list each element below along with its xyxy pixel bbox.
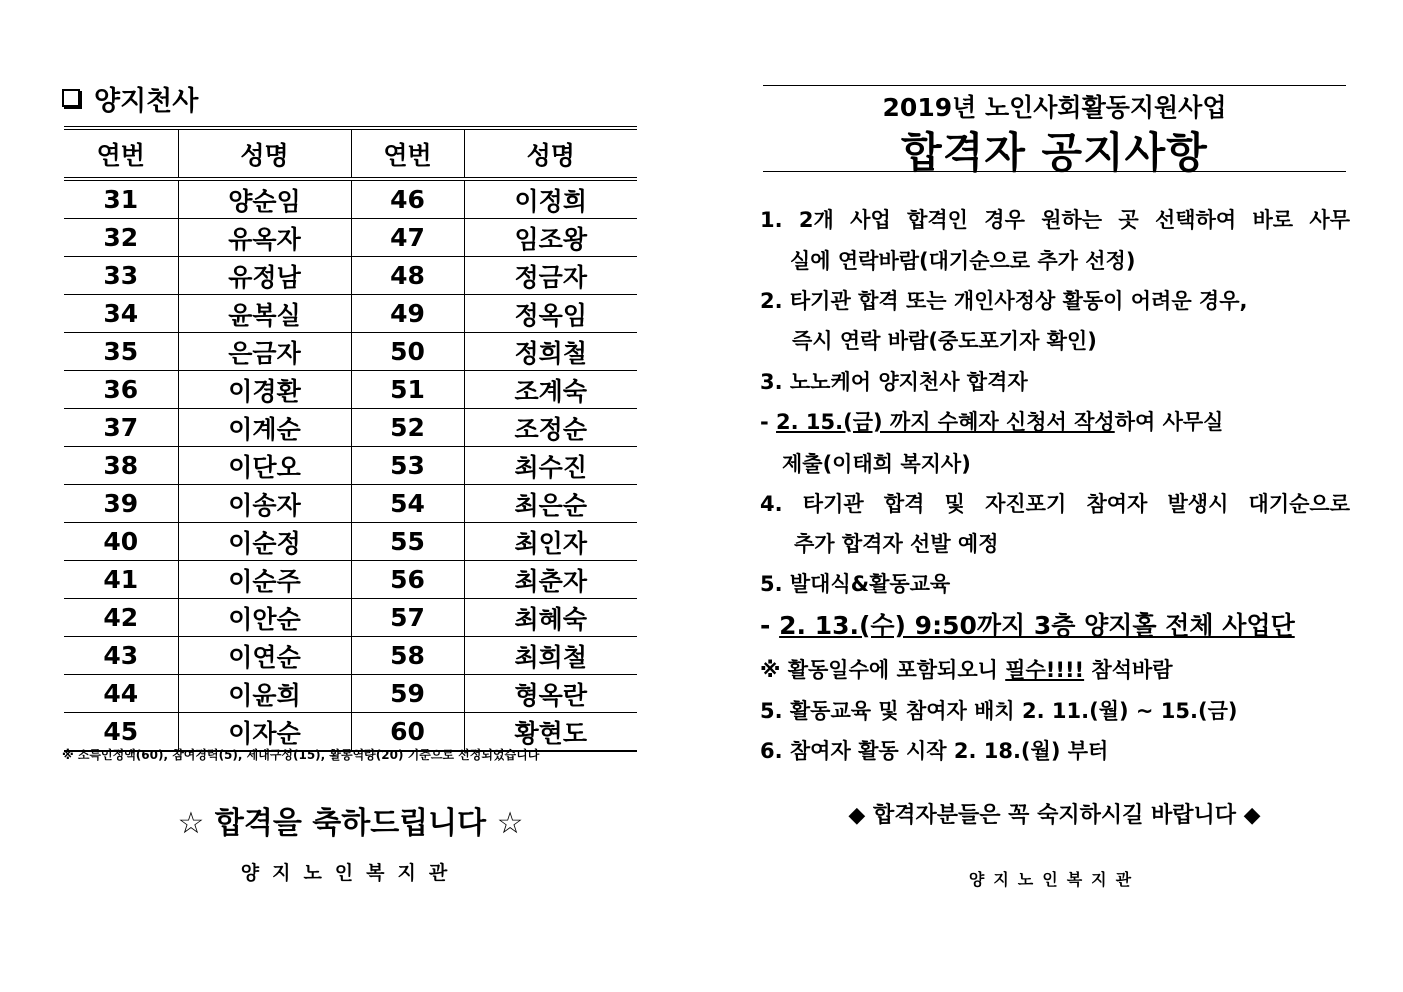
reminder-note: ◆ 합격자분들은 꼭 숙지하시길 바랍니다 ◆ xyxy=(848,803,1261,828)
cell-no: 60 xyxy=(351,713,464,752)
dash-prefix: - xyxy=(760,410,777,434)
cell-name: 윤복실 xyxy=(178,295,351,333)
notice-item-3: 3. 노노케어 양지천사 합격자 xyxy=(760,370,1028,394)
notice-item-1-cont: 실에 연락바람(대기순으로 추가 선정) xyxy=(790,249,1136,273)
cell-name: 이자순 xyxy=(178,713,351,752)
cell-name: 정옥임 xyxy=(464,295,637,333)
roster-header-row xyxy=(64,128,637,179)
notice-item-3-detail xyxy=(760,406,1350,436)
cell-no: 46 xyxy=(351,179,464,219)
cell-no: 42 xyxy=(64,599,178,637)
organization-name-left: 양지노인복지관 xyxy=(240,862,461,884)
table-row xyxy=(64,523,637,561)
cell-no: 45 xyxy=(64,713,178,752)
header-name-1: 성명 xyxy=(178,128,351,179)
cell-name: 이단오 xyxy=(178,447,351,485)
cell-name: 조계숙 xyxy=(464,371,637,409)
cell-no: 53 xyxy=(351,447,464,485)
cell-no: 57 xyxy=(351,599,464,637)
deadline-suffix: 하여 사무실 xyxy=(1114,410,1224,434)
cell-no: 54 xyxy=(351,485,464,523)
required-underlined: 필수!!!! xyxy=(1005,658,1085,682)
note-suffix: 참석바람 xyxy=(1084,658,1173,682)
cell-no: 47 xyxy=(351,219,464,257)
cell-no: 50 xyxy=(351,333,464,371)
table-row xyxy=(64,561,637,599)
notice-item-4: 4. 타기관 합격 및 자진포기 참여자 발생시 대기순으로 xyxy=(760,492,1350,516)
notice-item-1: 1. 2개 사업 합격인 경우 원하는 곳 선택하여 바로 사무 xyxy=(760,208,1350,232)
cell-no: 44 xyxy=(64,675,178,713)
notice-item-5-detail xyxy=(760,606,1350,642)
notice-item-5-note xyxy=(760,654,1350,684)
cell-name: 이순정 xyxy=(178,523,351,561)
notice-item-3-cont: 제출(이태희 복지사) xyxy=(782,452,971,476)
cell-name: 이윤희 xyxy=(178,675,351,713)
cell-no: 31 xyxy=(64,179,178,219)
checkbox-square-icon xyxy=(62,89,80,107)
cell-name: 최수진 xyxy=(464,447,637,485)
cell-name: 최희철 xyxy=(464,637,637,675)
cell-name: 이안순 xyxy=(178,599,351,637)
cell-no: 40 xyxy=(64,523,178,561)
cell-no: 34 xyxy=(64,295,178,333)
header-name-2: 성명 xyxy=(464,128,637,179)
cell-name: 정금자 xyxy=(464,257,637,295)
cell-no: 48 xyxy=(351,257,464,295)
cell-no: 33 xyxy=(64,257,178,295)
table-row xyxy=(64,219,637,257)
table-row xyxy=(64,179,637,219)
cell-no: 58 xyxy=(351,637,464,675)
cell-no: 36 xyxy=(64,371,178,409)
cell-name: 이계순 xyxy=(178,409,351,447)
table-row xyxy=(64,295,637,333)
cell-name: 유옥자 xyxy=(178,219,351,257)
table-row xyxy=(64,257,637,295)
notice-item-4-cont: 추가 합격자 선발 예정 xyxy=(794,532,999,556)
cell-no: 55 xyxy=(351,523,464,561)
table-row xyxy=(64,675,637,713)
header-no-2: 연번 xyxy=(351,128,464,179)
cell-no: 39 xyxy=(64,485,178,523)
cell-name: 이송자 xyxy=(178,485,351,523)
cell-name: 정희철 xyxy=(464,333,637,371)
top-rule xyxy=(763,85,1346,86)
cell-name: 형옥란 xyxy=(464,675,637,713)
section-title xyxy=(62,80,198,116)
dash-prefix: - xyxy=(760,611,780,640)
notice-title: 합격자 공지사항 xyxy=(901,128,1208,177)
congratulations-message: ☆ 합격을 축하드립니다 ☆ xyxy=(177,806,524,841)
table-row xyxy=(64,637,637,675)
section-title-text: 양지천사 xyxy=(94,85,199,117)
cell-name: 황현도 xyxy=(464,713,637,752)
table-row xyxy=(64,599,637,637)
cell-no: 51 xyxy=(351,371,464,409)
cell-no: 41 xyxy=(64,561,178,599)
cell-name: 임조왕 xyxy=(464,219,637,257)
notice-item-2-cont: 즉시 연락 바람(중도포기자 확인) xyxy=(792,329,1097,353)
cell-name: 조정순 xyxy=(464,409,637,447)
notice-item-5: 5. 발대식&활동교육 xyxy=(760,572,951,596)
notice-item-7: 6. 참여자 활동 시작 2. 18.(월) 부터 xyxy=(760,739,1109,763)
cell-no: 43 xyxy=(64,637,178,675)
notice-item-6: 5. 활동교육 및 참여자 배치 2. 11.(월) ~ 15.(금) xyxy=(760,699,1238,723)
table-row xyxy=(64,409,637,447)
table-row xyxy=(64,485,637,523)
cell-name: 유정남 xyxy=(178,257,351,295)
cell-name: 이순주 xyxy=(178,561,351,599)
table-row xyxy=(64,333,637,371)
notice-item-2: 2. 타기관 합격 또는 개인사정상 활동이 어려운 경우, xyxy=(760,289,1248,313)
cell-no: 49 xyxy=(351,295,464,333)
cell-no: 59 xyxy=(351,675,464,713)
cell-name: 최인자 xyxy=(464,523,637,561)
cell-name: 은금자 xyxy=(178,333,351,371)
cell-name: 양순임 xyxy=(178,179,351,219)
header-no-1: 연번 xyxy=(64,128,178,179)
cell-no: 52 xyxy=(351,409,464,447)
cell-no: 32 xyxy=(64,219,178,257)
title-rule xyxy=(763,171,1346,172)
roster-body xyxy=(64,179,637,751)
cell-no: 37 xyxy=(64,409,178,447)
cell-no: 56 xyxy=(351,561,464,599)
selection-criteria-footnote: ※ 소득인정액(60), 참여경력(5), 세대구성(15), 활동역량(20) 기준으로 선정되었습니다 xyxy=(62,748,540,762)
cell-name: 최은순 xyxy=(464,485,637,523)
roster-table xyxy=(64,126,637,752)
cell-name: 이정희 xyxy=(464,179,637,219)
cell-no: 38 xyxy=(64,447,178,485)
cell-name: 최혜숙 xyxy=(464,599,637,637)
table-row xyxy=(64,447,637,485)
program-subtitle: 2019년 노인사회활동지원사업 xyxy=(882,93,1227,122)
orientation-underlined: 2. 13.(수) 9:50까지 3층 양지홀 전체 사업단 xyxy=(779,611,1295,640)
cell-name: 이경환 xyxy=(178,371,351,409)
organization-name-right: 양지노인복지관 xyxy=(968,870,1141,889)
cell-name: 최춘자 xyxy=(464,561,637,599)
note-prefix: ※ 활동일수에 포함되오니 xyxy=(760,658,1006,682)
deadline-underlined: 2. 15.(금) 까지 수혜자 신청서 작성 xyxy=(776,410,1115,434)
cell-no: 35 xyxy=(64,333,178,371)
cell-name: 이연순 xyxy=(178,637,351,675)
table-row xyxy=(64,371,637,409)
